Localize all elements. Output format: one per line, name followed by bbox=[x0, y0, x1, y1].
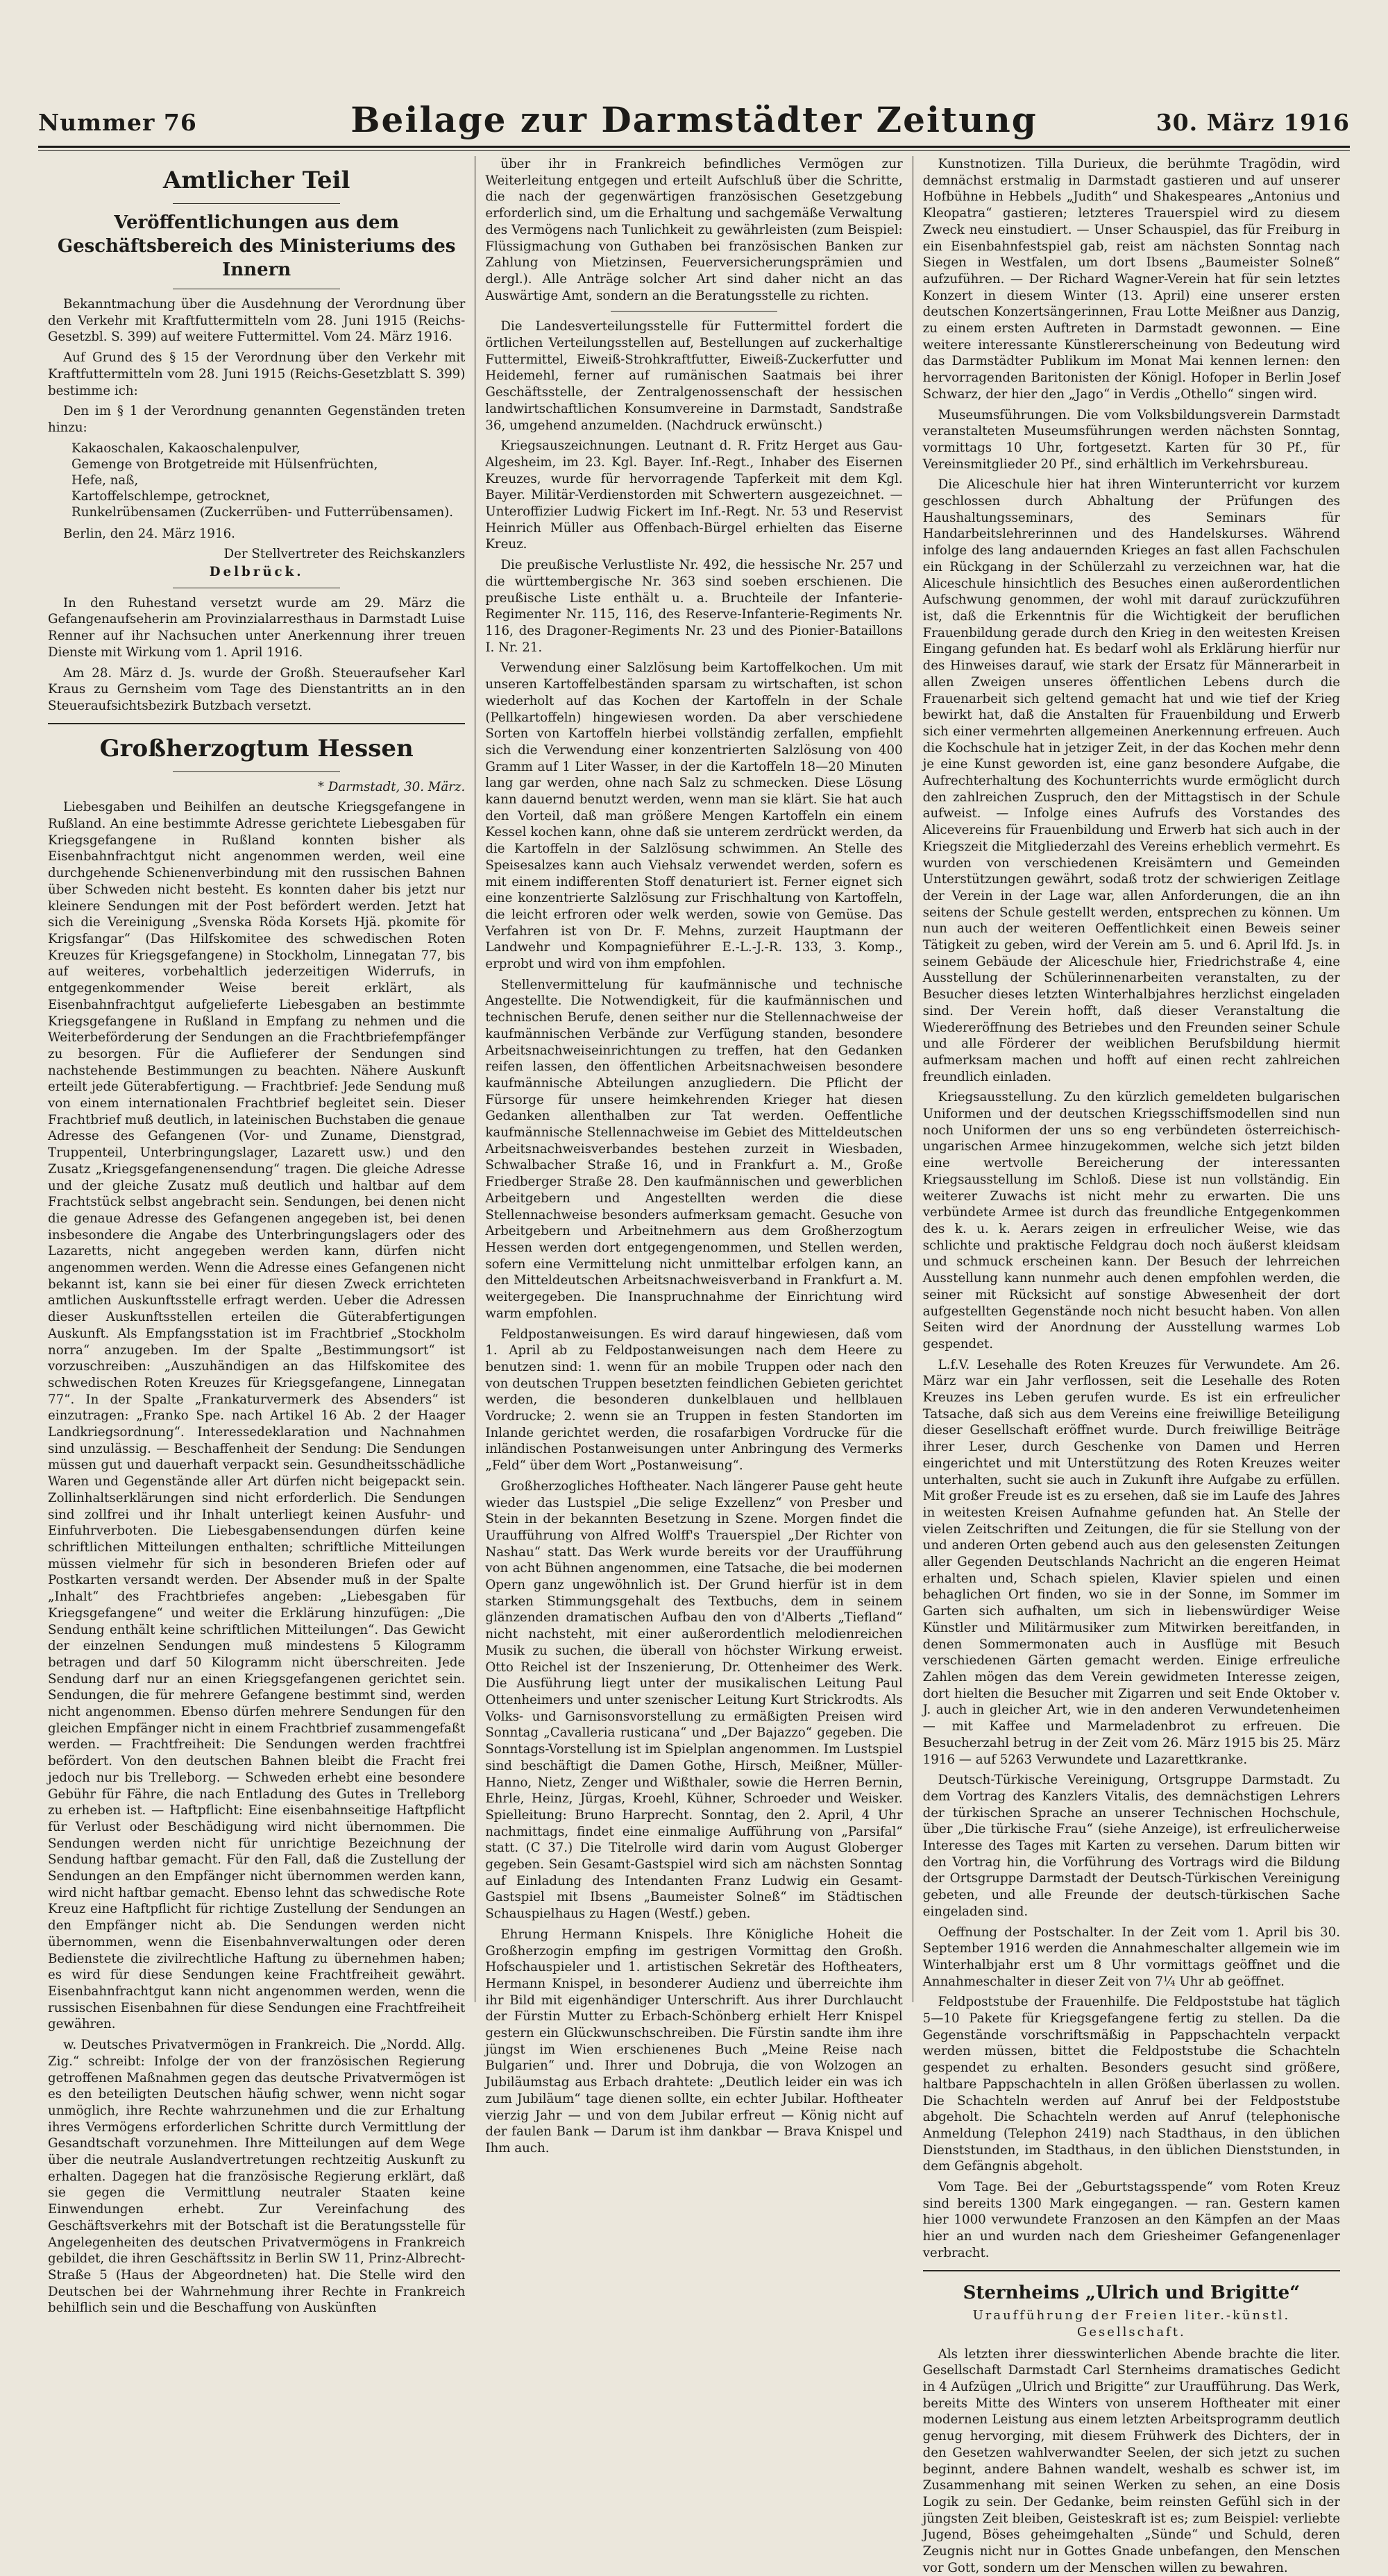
masthead bbox=[38, 97, 1350, 140]
section-heading-official: Amtlicher Teil bbox=[162, 167, 350, 194]
review-heading: Sternheims „Ulrich und Brigitte“ bbox=[963, 2282, 1301, 2303]
masthead-rule bbox=[38, 146, 1350, 151]
article-text: Die preußische Verlustliste Nr. 492, die hessische Nr. 257 und die württembergische Nr. 363 sind soeben erschienen. Die preußische Liste enthält u. a. Bruchteile der Infanterie-Regimenter Nr. 115, 116, des Reserve-Infanterie-Regiments Nr. 116, des Dragoner-Regiments Nr. 23 und des Pionier-Bataillons I. Nr. 21. bbox=[485, 558, 903, 655]
article-text: Die Aliceschule hier hat ihren Winterunterricht vor kurzem geschlossen durch Abhaltung der Prüfungen des Haushaltungsseminars, des Seminars für Handarbeitslehrerinnen und des Handelskurses. Während infolge des lang andauernden Krieges an fast allen Fachschulen ein Rückgang in der Schülerzahl zu verzeichnen war, hat die Aliceschule hinsichtlich des Besuches einen außerordentlichen Aufschwung genommen, der wohl mit darauf zurückzuführen ist, daß die Erkenntnis für die Wichtigkeit der beruflichen Frauenbildung gerade durch den Krieg in den weitesten Kreisen Eingang gefunden hat. Es bedarf wohl als Erklärung hierfür nur des Hinweises darauf, wie stark der Ersatz für Männerarbeit in allen Zweigen unseres öffentlichen Lebens durch die Frauenarbeit sich geltend gemacht hat und wie tief der Krieg bewirkt hat, daß die Anstalten für Frauenbildung und Erwerb sich einer vermehrten allgemeinen Anerkennung erfreuen. Auch die Kochschule hat in jetziger Zeit, in der das Kochen mehr denn je eine Kunst geworden ist, eine ganz besondere Aufgabe, die Aufrechterhaltung des Kochunterrichts wurde ermöglicht durch den zahlreichen Zuspruch, den der Mittagstisch in der Schule aufweist. — Infolge eines Aufrufs des Vorstandes des Alicevereins für Frauenbildung und Erwerb hat sich auch in der Kriegszeit die Mitgliederzahl des Vereins erheblich vermehrt. Es wurden von verschiedenen Kreisämtern und Gemeinden Unterstützungen gewährt, sodaß trotz der schwierigen Zeitlage der Verein in der Lage war, allen Anforderungen, die an ihn seitens der Schule gestellt werden, entsprechen zu können. Um nun auch der weiteren Oeffentlichkeit einen Beweis seiner Tätigkeit zu geben, wird der Verein am 5. und 6. April lfd. Js. in seinem Gebäude der Aliceschule hier, Friedrichstraße 4, eine Ausstellung der Schülerinnenarbeiten veranstalten, zu der Besucher dieses letzten Winterhalbjahres herzlichst eingeladen sind. Der Verein hofft, daß dieser Veranstaltung die Wiedereröffnung des Betriebes und den Freunden seiner Schule und alle Förderer der weiblichen Berufsbildung hiermit aufmerksam machen und hofft auf einen recht zahlreichen freundlich einladen. bbox=[922, 477, 1340, 1084]
article-text: Als letzten ihrer diesswinterlichen Abende brachte die liter. Gesellschaft Darmstadt Carl Sternheims dramatisches Gedicht in 4 Aufzügen „Ulrich und Brigitte“ zur Uraufführung. Das Werk, bereits Mitte des Winters von unserem Hoftheater mit einer modernen Leistung aus einem letzten Arbeitsprogramm deutlich genug hervorging, mit diesem Frühwerk des Dichters, der in den Gesetzen wahlverwandter Seelen, der sich jetzt zu suchen beginnt, andere Bahnen wandelt, weshalb es schwer ist, im Zusammenhang mit seinen Werken zu sehen, an eine Dosis Logik zu sein. Der Gedanke, beim reinsten Gefühl sich in der jüngsten Zeit bleiben, Geisteskraft ist es; zum Beispiel: verliebte Jugend, Böses geheimgehalten „Sünde“ und Schuld, deren Zeugnis nicht nur in Gottes Gnade unbefangen, den Menschen vor Gott, sondern um der Menschen willen zu bewahren. bbox=[922, 2346, 1340, 2575]
review-subline: Uraufführung der Freien liter.-künstl. Gesellschaft. bbox=[972, 2308, 1291, 2339]
section-rule bbox=[48, 723, 465, 724]
column-1 bbox=[38, 156, 475, 2316]
list-item: Kakaoschalen, Kakaoschalenpulver, bbox=[71, 441, 301, 456]
section-rule bbox=[923, 2270, 1340, 2271]
article-text: Ehrung Hermann Knispels. Ihre Königliche Hoheit die Großherzogin empfing im gestrigen Vormittag den Großh. Hofschauspieler und 1. artistischen Sekretär des Hoftheaters, Hermann Knispel, in besonderer Audienz und überreichte ihm ihr Bild mit eigenhändiger Unterschrift. Aus ihrer Durchlaucht der Fürstin Mutter zu Erbach-Schönberg erhielt Herr Knispel gestern ein Glückwunschschreiben. Die Fürstin sandte ihm ihre jüngst im Wien erschienenes Buch „Meine Reise nach Bulgarien“ und. Ihrer und Dobruja, die von Wolzogen an Jubiläumstag aus Erbach drahtete: „Deutlich leider ein was ich zum Jubiläum“ tage dienen sollte, ein echter Jubilar. Hoftheater vierzig Jahr — und von dem Jubilar erfreut — König nicht auf der faulen Bank — Darum ist ihm dankbar — Brava Knispel und Ihm auch. bbox=[485, 1927, 903, 2156]
list-item: Hefe, naß, bbox=[71, 472, 139, 488]
article-text: Feldpostanweisungen. Es wird darauf hingewiesen, daß vom 1. April ab zu Feldpostanweisungen nach dem Heere zu benutzen sind: 1. wenn für an mobile Truppen oder nach den von deutschen Truppen besetzten feindlichen Gebieten gerichtet werden, die besonderen dunkelblauen und hellblauen Vordrucke; 2. wenn sie an Truppen in festen Standorten im Inlande gerichtet werden, die rosafarbigen Vordrucke für die inländischen Postanweisungen unter Anbringung des Vermerks „Feld“ über dem Wort „Postanweisung“. bbox=[485, 1327, 903, 1474]
list-item: Gemenge von Brotgetreide mit Hülsenfrüchten, bbox=[71, 457, 378, 472]
ministry-heading: Veröffentlichungen aus dem Geschäftsbereich des Ministeriums des Innern bbox=[57, 212, 456, 280]
article-text: Kriegsausstellung. Zu den kürzlich gemeldeten bulgarischen Uniformen und der deutschen Kriegsschiffsmodellen sind nun noch Uniformen der uns so eng verbündeten österreichisch-ungarischen Armee hinzugekommen, welche sich jetzt bilden eine wertvolle Bereicherung der interessanten Kriegsausstellung im Schloß. Diese ist nun vollständig. Ein weiterer Zuwachs ist nicht mehr zu erwarten. Die uns verbündete Armee ist durch das freundliche Entgegenkommen des k. u. k. Aerars zeigen in erfreulicher Weise, wie das schlichte und praktische Feldgrau doch noch äußerst kleidsam und schmuck erscheinen kann. Der Besuch der lehrreichen Ausstellung kann nunmehr auch denen empfohlen werden, die seiner mit Rücksicht auf sonstige Abwesenheit der dort aufgestellten Gegenstände noch nicht besucht haben. Von allen Seiten wird der Anordnung der Ausstellung warmes Lob gespendet. bbox=[922, 1090, 1340, 1351]
place-date: Berlin, den 24. März 1916. bbox=[63, 526, 235, 541]
notice-paragraph: In den Ruhestand versetzt wurde am 29. März die Gefangenaufseherin am Provinzialarresthaus in Darmstadt Luise Renner auf ihr Nachsuchen unter Anerkennung ihrer treuen Dienste mit Wirkung vom 1. April 1916. bbox=[48, 595, 466, 660]
columns bbox=[38, 156, 1350, 2575]
list-item: Kartoffelschlempe, getrocknet, bbox=[71, 488, 271, 504]
article-text: w. Deutsches Privatvermögen in Frankreich. Die „Nordd. Allg. Zig.“ schreibt: Infolge der von der französischen Regierung getroffenen Maßnahmen gegen das deutsche Privatvermögen ist es den beteiligten Deutschen häufig schwer, wenn nicht sogar unmöglich, ihre Rechte wahrzunehmen und die zur Erhaltung ihres Vermögens erforderlichen Schritte durch Vermittlung der Gesandtschaft vorzunehmen. Ihre Mitteilungen auf dem Wege über die neutrale Auslandvertretungen rechtzeitig Auskunft zu erhalten. Dagegen hat die französische Regierung erklärt, daß sie gegen die Vermittlung neutraler Staaten keine Einwendungen erhebt. Zur Vereinfachung des Geschäftsverkehrs mit der Botschaft ist die Beratungsstelle für Angelegenheiten des deutschen Privatvermögens in Frankreich gebildet, die ihren Geschäftssitz in Berlin SW 11, Prinz-Albrecht-Straße 5 (Haus der Abgeordneten) hat. Die Stelle wird den Deutschen bei der Wahrnehmung ihrer Rechte in Frankreich behilflich sein und die Beschaffung von Auskünften bbox=[48, 2038, 466, 2316]
signature-title: Der Stellvertreter des Reichskanzlers bbox=[223, 547, 466, 562]
article-text: Großherzogliches Hoftheater. Nach längerer Pause geht heute wieder das Lustspiel „Die selige Exzellenz“ von Presber und Stein in der bekannten Besetzung in Szene. Morgen findet die Uraufführung von Alfred Wolff's Trauerspiel „Der Richter von Nashau“ statt. Das Werk wurde bereits vor der Uraufführung von acht Bühnen angenommen, eine Tatsache, die bei modernen Opern ganz ungewöhnlich ist. Der Grund hierfür ist in dem starken Stimmungsgehalt des Textbuchs, dem in seinem glänzenden dramatischen Aufbau den von d'Alberts „Tiefland“ nicht nachsteht, mit einer außerordentlich melodienreichen Musik zu suchen, die überall von höchster Wirkung erweist. Otto Reichel ist der Inszenierung, Dr. Ottenheimer des Werk. Die Ausführung liegt unter der musikalischen Leitung Paul Ottenheimers und unter szenischer Leitung Kurt Strickrodts. Als Volks- und Garnisonsvorstellung zu ermäßigten Preisen wird Sonntag „Cavalleria rusticana“ und „Der Bajazzo“ gegeben. Die Sonntags-Vorstellung ist im Spielplan angenommen. Im Lustspiel sind beschäftigt die Damen Gothe, Hirsch, Meißner, Müller-Hanno, Nietz, Zenger und Wißthaler, sowie die Herren Bernin, Ehrle, Heinz, Jürgas, Kroehl, Kühner, Schroeder und Weisker. Spielleitung: Bruno Harprecht. Sonntag, den 2. April, 4 Uhr nachmittags, findet eine einmalige Aufführung von „Parsifal“ statt. (C 37.) Die Titelrolle wird darin vom August Globerger gegeben. Sein Gesamt-Gastspiel wird sich am nächsten Sonntag auf Einladung des Intendanten Franz Ludwig ein Gesamt-Gastspiel mit Ibsens „Baumeister Solneß“ im Städtischen Schauspielhaus zu Hagen (Westf.) geben. bbox=[485, 1478, 903, 1922]
newspaper-title: Beilage zur Darmstädter Zeitung bbox=[350, 99, 1038, 140]
article-text: Liebesgaben und Beihilfen an deutsche Kriegsgefangene in Rußland. An eine bestimmte Adresse gerichtete Liebesgaben für Kriegsgefangene in Rußland konnten bisher als Eisenbahnfrachtgut nicht angenommen werden, weil eine durchgehende Schienenverbindung mit den russischen Bahnen über Schweden nicht besteht. Es konnten daher bis jetzt nur kleinere Sendungen mit der Post befördert werden. Jetzt hat sich die Vereinigung „Svenska Röda Korsets Hjä. pkomite för Krigsfangar“ (Das Hilfskomitee des schwedischen Roten Kreuzes für Kriegsgefangene) in Stockholm, Linnegatan 77, bis auf weiteres, vorbehaltlich jederzeitigen Widerrufs, in entgegenkommender Weise bereit erklärt, als Eisenbahnfrachtgut aufgelieferte Liebesgaben an bestimmte Kriegsgefangene in Rußland in Empfang zu nehmen und die Weiterbeförderung der Sendungen an die Frachtbriefempfänger zu besorgen. Für die Auflieferer der Sendungen sind nachstehende Bestimmungen zu beachten. Nähere Auskunft erteilt jede Güterabfertigung. — Frachtbrief: Jede Sendung muß von einem internationalen Frachtbrief begleitet sein. Dieser Frachtbrief muß deutlich, in lateinischen Buchstaben die genaue Adresse des Gefangenen (Vor- und Zuname, Dienstgrad, Truppenteil, Unterbringungslager, Lazarett usw.) und den Zusatz „Kriegsgefangenensendung“ tragen. Die gleiche Adresse und der gleiche Zusatz muß deutlich und haltbar auf dem Frachtstück selbst angebracht sein. Sendungen, bei denen nicht die genaue Adresse des Gefangenen angegeben ist, bei denen insbesondere die Angabe des Unterbringungslagers oder des Lazaretts, nicht angegeben werden kann, dürfen nicht angenommen werden. Wenn die Adresse eines Gefangenen nicht bekannt ist, kann sie bei einer für diesen Zweck errichteten amtlichen Auskunftsstelle erfragt werden. Ueber die Adressen dieser Auskunftsstellen erteilen die Güterabfertigungen Auskunft. Als Empfangsstation ist im Frachtbrief „Stockholm norra“ anzugeben. Im der Spalte „Bestimmungsort“ ist vorzuschreiben: „Auszuhändigen an das Hilfskomitee des schwedischen Roten Kreuzes für Kriegsgefangene, Linnegatan 77“. In der Spalte „Frankaturvermerk des Absenders“ ist einzutragen: „Franko Spe. nach Artikel 16 Ab. 2 der Haager Landkriegsordnung“. Interessedeklaration und Nachnahmen sind unzulässig. — Beschaffenheit der Sendung: Die Sendungen müssen gut und dauerhaft verpackt sein. Gesundheitsschädliche Waren und Gegenstände aller Art dürfen nicht beigepackt sein. Zollinhaltserklärungen sind nicht erforderlich. Die Sendungen sind zollfrei und ihr Inhalt unterliegt keinen Ausfuhr- und Einfuhrverboten. Die Liebesgabensendungen dürfen keine schriftlichen Mitteilungen enthalten; schriftliche Mitteilungen müssen vielmehr für sich in besonderen Briefen oder auf Postkarten versandt werden. Der Absender muß in der Spalte „Inhalt“ des Frachtbriefes angeben: „Liebesgaben für Kriegsgefangene“ und weiter die Erklärung hinzufügen: „Die Sendung enthält keine schriftlichen Mitteilungen“. Das Gewicht der einzelnen Sendungen muß mindestens 5 Kilogramm betragen und darf 50 Kilogramm nicht überschreiten. Jede Sendung darf nur an einen Kriegsgefangenen gerichtet sein. Sendungen, die für mehrere Gefangene bestimmt sind, werden nicht angenommen. Ebenso dürfen mehrere Sendungen für den gleichen Empfänger nicht in einem Frachtbrief zusammengefaßt werden. — Frachtfreiheit: Die Sendungen werden frachtfrei befördert. Von den deutschen Bahnen bleibt die Fracht frei jedoch nur bis Trelleborg. — Schweden erhebt eine besondere Gebühr für Fähre, die nach Entladung des Gutes in Trelleborg zu erheben ist. — Haftpflicht: Eine eisenbahnseitige Haftpflicht für Verlust oder Beschädigung wird nicht übernommen. Die Sendungen werden nicht für unrichtige Bezeichnung der Sendung haftbar gemacht. Für den Fall, daß die Zustellung der Sendungen an den Empfänger nicht übernommen werden kann, wird nicht haftbar gemacht. Ebenso lehnt das schwedische Rote Kreuz eine Haftpflicht für richtige Zustellung der Sendungen an den Empfänger nicht ab. Die Sendungen werden nicht übernommen, wenn die Eisenbahnverwaltungen oder deren Bedienstete die zivilrechtliche Haftung zu übernehmen haben; es wird für diese Sendungen keine Frachtfreiheit gewährt. Eisenbahnfrachtgut kann nicht angenommen werden, wenn die russischen Eisenbahnen für diese Sendungen eine Frachtfreiheit gewähren. bbox=[48, 800, 466, 2032]
announcement-title: Bekanntmachung über die Ausdehnung der Verordnung über den Verkehr mit Kraftfuttermitteln vom 28. Juni 1915 (Reichs-Gesetzbl. S. 399) auf weitere Futtermittel. Vom 24. März 1916. bbox=[48, 297, 466, 345]
divider bbox=[173, 203, 340, 204]
article-text: Verwendung einer Salzlösung beim Kartoffelkochen. Um mit unseren Kartoffelbeständen sparsam zu wirtschaften, ist schon wiederholt auf das Kochen der Kartoffeln in der Schale (Pellkartoffeln) hingewiesen worden. Da aber verschiedene Sorten von Kartoffeln hierbei vollständig zerfallen, empfiehlt sich die Verwendung einer konzentrierten Salzlösung von 400 Gramm auf 1 Liter Wasser, in der die Kartoffeln 18—20 Minuten lang gar werden, ohne nach Salz zu schmecken. Diese Lösung kann dauernd benutzt werden, wenn man sie klärt. Sie hat auch den Vorteil, daß man größere Mengen Kartoffeln ein einem Kessel kochen kann, ohne daß sie unterem zerdrückt werden, da die Kartoffeln in der Salzlösung schwimmen. An Stelle des Speisesalzes kann auch Viehsalz verwendet werden, sofern es mit einem indifferenten Stoff denaturiert ist. Ferner eignet sich eine konzentrierte Salzlösung zur Frischhaltung von Kartoffeln, die leicht erfroren oder welk werden, sowie von Gemüse. Das Verfahren ist von Dr. F. Mehns, zurzeit Hauptmann der Landwehr und Kompagnieführer E.-L.-J.-R. 133, 3. Komp., erprobt und wird von ihm empfohlen. bbox=[485, 660, 903, 972]
feed-items-list bbox=[71, 441, 465, 520]
article-text: Kunstnotizen. Tilla Durieux, die berühmte Tragödin, wird demnächst erstmalig in Darmstadt gastieren und auf unserer Hofbühne in Hebbels „Judith“ und Shakespeares „Antonius und Kleopatra“ gastieren; letzteres Trauerspiel wird zu diesem Zweck neu einstudiert. — Unser Schauspiel, das für Freiburg in ein Eisenbahnfestspiel gab, reist am nächsten Sonntag nach Siegen in Westfalen, um dort Ibsens „Baumeister Solneß“ aufzuführen. — Der Richard Wagner-Verein hat für sein letztes Konzert in diesem Winter (13. April) eine unserer ersten deutschen Konzertsängerinnen, Frau Lotte Meißner aus Danzig, zu einem ersten Auftreten in Darmstadt gewonnen. — Eine weitere interessante Künstlererscheinung von Bedeutung wird das Darmstädter Publikum im Monat Mai kennen lernen: den hervorragenden Baritonisten der Königl. Hofoper in Berlin Josef Schwarz, der hier den „Jago“ in Verdis „Othello“ singen wird. bbox=[922, 157, 1340, 402]
article-text: Vom Tage. Bei der „Geburtstagsspende“ vom Roten Kreuz sind bereits 1300 Mark eingegangen. — ran. Gestern kamen hier 1000 verwundete Franzosen an den Kämpfen an der Maas hier an und wurden nach dem Griesheimer Gefangenenlager verbracht. bbox=[922, 2180, 1340, 2260]
notice-paragraph: Am 28. März d. Js. wurde der Großh. Steueraufseher Karl Kraus zu Gernsheim vom Tage des Dienstantritts an in den Steueraufsichtsbezirk Butzbach versetzt. bbox=[48, 665, 466, 713]
article-text: Kriegsauszeichnungen. Leutnant d. R. Fritz Herget aus Gau-Algesheim, im 23. Kgl. Bayer. Inf.-Regt., Inhaber des Eisernen Kreuzes, wurde für hervorragende Tapferkeit mit dem Kgl. Bayer. Militär-Verdienstorden mit Schwertern ausgezeichnet. — Unteroffizier Ludwig Fickert im Inf.-Regt. Nr. 53 und Reservist Heinrich Müller aus Offenbach-Bürgel erhielten das Eiserne Kreuz. bbox=[485, 438, 903, 552]
article-text: Stellenvermittelung für kaufmännische und technische Angestellte. Die Notwendigkeit, für die kaufmännischen und technischen Berufe, denen seither nur die Stellennachweise der kaufmännischen Verbände zur Verfügung standen, besondere Arbeitsnachweiseinrichtungen zu treffen, hat den Gedanken reifen lassen, den öffentlichen Arbeitsnachweisen besondere kaufmännische Abteilungen anzugliedern. Die Pflicht der Fürsorge für unsere heimkehrenden Krieger hat diesen Gedanken allenthalben zur Tat werden. Oeffentliche kaufmännische Stellennachweise im Gebiet des Mitteldeutschen Arbeitsnachweisverbandes bestehen zurzeit in Wiesbaden, Schwalbacher Straße 16, und in Frankfurt a. M., Große Friedberger Straße 28. Den kaufmännischen und gewerblichen Arbeitgebern und Angestellten werden die diese Stellennachweise besonders aufmerksam gemacht. Gesuche von Arbeitgebern und Arbeitnehmern aus dem Großherzogtum Hessen werden dort entgegengenommen, und Stellen werden, sofern eine Vermittelung nicht unmittelbar erfolgen kann, an den Mitteldeutschen Arbeitsnachweisverband in Frankfurt a. M. weitergegeben. Die Inanspruchnahme der Einrichtung wird warm empfohlen. bbox=[485, 977, 903, 1321]
article-text: Die Landesverteilungsstelle für Futtermittel fordert die örtlichen Verteilungsstellen auf, Bestellungen auf zuckerhaltige Futtermittel, Eiweiß-Strohkraftfutter, Eiweiß-Zuckerfutter und Heidemehl, ferner auf rumänischen Saatmais bei ihrer Geschäftsstelle, der Zentralgenossenschaft der hessischen landwirtschaftlichen Konsumvereine in Darmstadt, Sandstraße 36, umgehend anzumelden. (Nachdruck erwünscht.) bbox=[485, 319, 903, 433]
announcement-paragraph: Den im § 1 der Verordnung genannten Gegenständen treten hinzu: bbox=[48, 404, 466, 435]
column-3 bbox=[913, 156, 1350, 2575]
article-text: Museumsführungen. Die vom Volksbildungsverein Darmstadt veranstalteten Museumsführungen werden nächsten Sonntag, vormittags 10 Uhr, fortgesetzt. Karten für 30 Pf., für Vereinsmitglieder 20 Pf., sind erhältlich im Verkehrsbureau. bbox=[922, 407, 1340, 472]
article-text: Feldpoststube der Frauenhilfe. Die Feldpoststube hat täglich 5—10 Pakete für Kriegsgefangene fertig zu stellen. Da die Gegenstände vorschriftsmäßig in Pappschachteln verpackt werden müssen, bittet die Feldpoststube die Schachteln gespendet zu erhalten. Besonders gesucht sind größere, haltbare Pappschachteln in allen Größen überlassen zu wollen. Die Schachteln werden auf Anruf bei der Feldpoststube abgeholt. Die Schachteln werden auf Anruf (telephonische Anmeldung (Telephon 2419) nach Stadthaus, in den üblichen Dienststunden, im Stadthaus, in den üblichen Dienststunden, in dem Gefängnis abgeholt. bbox=[922, 1995, 1340, 2174]
dateline: * Darmstadt, 30. März. bbox=[317, 779, 466, 794]
article-text: Deutsch-Türkische Vereinigung, Ortsgruppe Darmstadt. Zu dem Vortrag des Kanzlers Vitalis, des demnächstigen Lehrers der türkischen Sprache an unserer Technischen Hochschule, über „Die türkische Frau“ (siehe Anzeige), ist erfreulicherweise Interesse des Tages mit Karten zu versehen. Darum bitten wir den Vortrag hin, die Vorführung des Vortrags wird die Bildung der Ortsgruppe Darmstadt der Deutsch-Türkischen Vereinigung gebeten, und alle Freunde der deutsch-türkischen Sache eingeladen sind. bbox=[922, 1773, 1340, 1919]
announcement-paragraph: Auf Grund des § 15 der Verordnung über den Verkehr mit Kraftfuttermitteln vom 28. Juni 1915 (Reichs-Gesetzblatt S. 399) bestimme ich: bbox=[48, 350, 466, 398]
article-text: Oeffnung der Postschalter. In der Zeit vom 1. April bis 30. September 1916 werden die Annahmeschalter allgemein wie im Winterhalbjahr erst um 8 Uhr vormittags geöffnet und die Annahmeschalter in dieser Zeit von 7¼ Uhr ab geöffnet. bbox=[922, 1925, 1340, 1989]
section-heading-hessen: Großherzogtum Hessen bbox=[99, 734, 414, 762]
column-2 bbox=[475, 156, 912, 2156]
article-text: L.f.V. Lesehalle des Roten Kreuzes für Verwundete. Am 26. März war ein Jahr verflossen, seit die Lesehalle des Roten Kreuzes ins Leben gerufen wurde. Es ist ein erfreulicher Tatsache, daß sich aus dem Vereins eine freiwillige Beteiligung dieser Gesellschaft eröffnet wurde. Durch freiwillige Beiträge ihrer Leser, durch Geschenke von Damen und Herren eingerichtet und mit Unterstützung des Roten Kreuzes weiter unterhalten, sucht sie auch in Zukunft ihre Aufgabe zu erfüllen. Mit großer Freude ist es zu ersehen, daß sie im Laufe des Jahres in weitesten Kreisen Aufnahme gefunden hat. An Stelle der vielen Zeitschriften und Zeitungen, die für sie Stellung von der und anderen Orten gebend auch aus den gelesensten Zeitungen aller Gegenden Deutschlands Nachricht an die engeren Heimat erhalten und, Schach spielen, Klavier spielen und einen behaglichen Ort finden, wo sie in der Sonne, im Sommer im Garten sich aufhalten, um sich in liebenswürdiger Weise Künstler und Militärmusiker zum Mitwirken bereitfanden, in denen Sommermonaten auch in Ausflüge mit Besuch verschiedenen Gärten gemacht werden. Einige erfreuliche Zahlen mögen das dem Verein gewidmeten Interesse zeigen, dort hielten die Besucher mit Zigarren und seit Ende Oktober v. J. auch in gleicher Art, wie in den anderen Verwundetenheimen — mit Kaffee und Marmeladenbrot zu erfreuen. Die Besucherzahl betrug in der Zeit vom 26. März 1915 bis 25. März 1916 — auf 5263 Verwundete und Lazarettkranke. bbox=[922, 1357, 1340, 1767]
issue-date: 30. März 1916 bbox=[1156, 109, 1350, 136]
article-text: über ihr in Frankreich befindliches Vermögen zur Weiterleitung entgegen und erteilt Aufschluß über die Schritte, die nach der gegenwärtigen französischen Gesetzgebung erforderlich sind, um die Erhaltung und sachgemäße Verwaltung des Vermögens nach Tunlichkeit zu gewährleisten (zum Beispiel: Flüssigmachung von Guthaben bei französischen Banken zur Zahlung von Mietzinsen, Feuerversicherungsprämien und dergl.). Alle Anträge solcher Art sind daher nicht an das Auswärtige Amt, sondern an die Beratungsstelle zu richten. bbox=[485, 157, 903, 303]
divider bbox=[173, 771, 340, 772]
divider bbox=[611, 311, 778, 312]
signature-name: Delbrück. bbox=[209, 565, 304, 580]
issue-number: Nummer 76 bbox=[38, 109, 197, 136]
list-item: Runkelrübensamen (Zuckerrüben- und Futterrübensamen). bbox=[71, 504, 454, 520]
